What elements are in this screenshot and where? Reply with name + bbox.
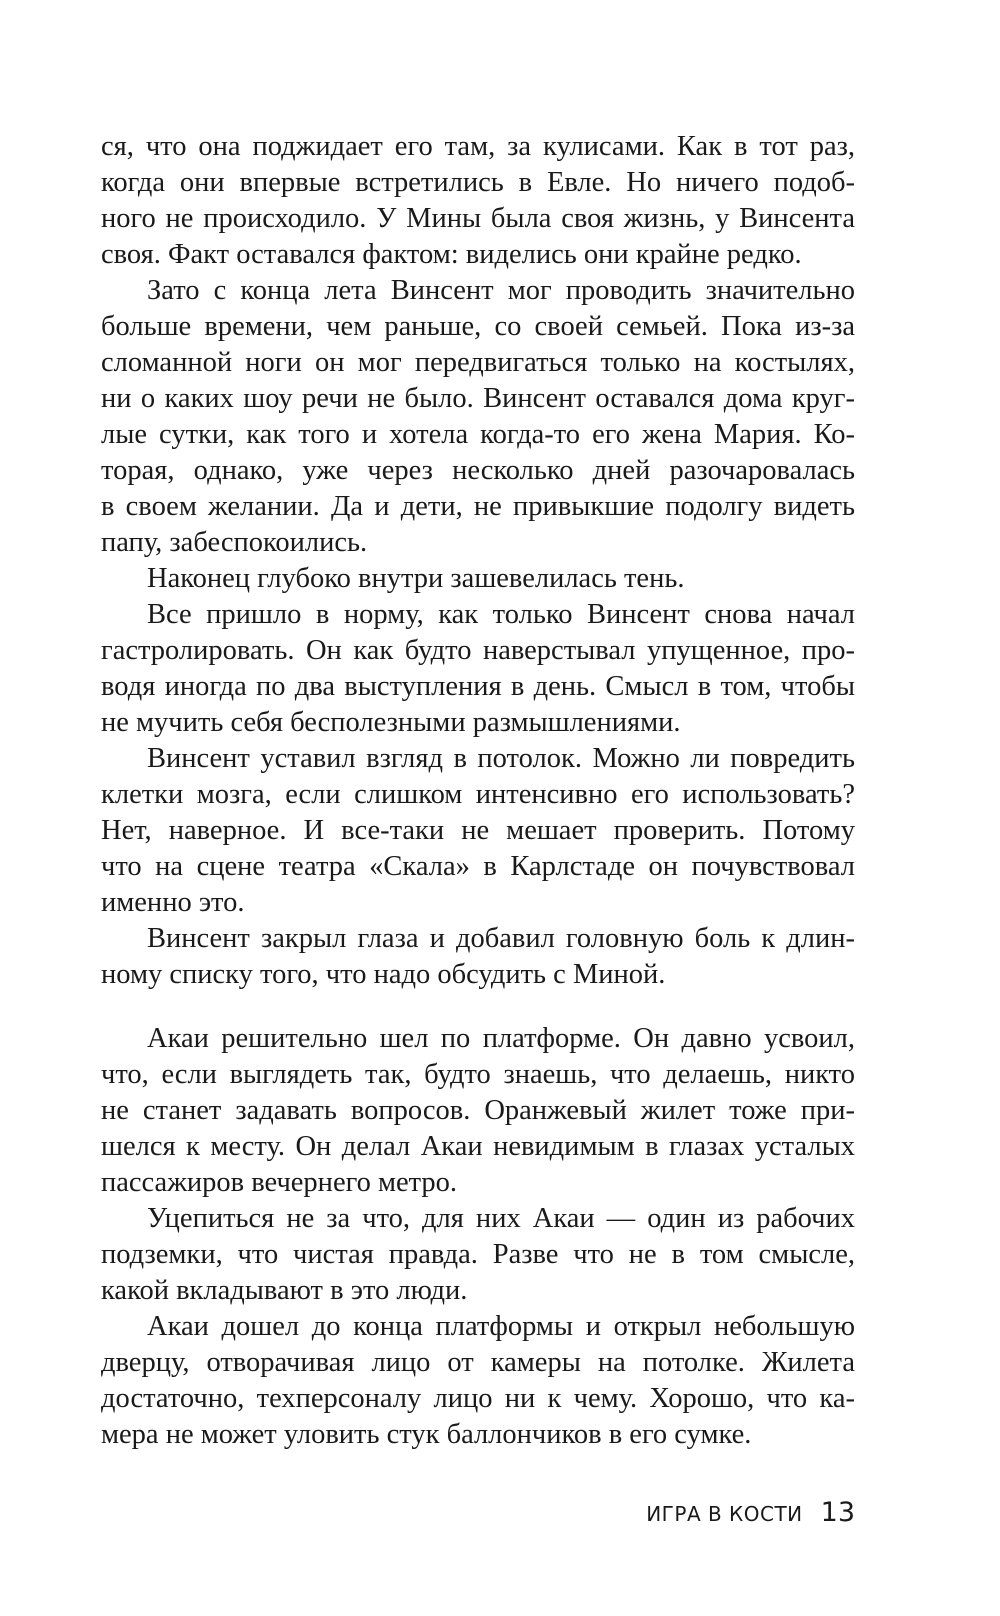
- section-akai: [101, 1021, 855, 1453]
- text-line: Уцепиться не за что, для них Акаи — один из рабочих: [147, 1203, 855, 1234]
- text-line: водя иногда по два выступления в день. Смысл в том, чтобы: [101, 671, 855, 702]
- text-line: ному списку того, что надо обсудить с Миной.: [101, 959, 666, 990]
- text-line: когда они впервые встретились в Евле. Но ничего подоб-: [101, 167, 855, 198]
- text-line: дверцу, отворачивая лицо от камеры на потолке. Жилета: [101, 1347, 855, 1378]
- text-line: какой вкладывают в это люди.: [101, 1275, 468, 1306]
- running-footer: [646, 1497, 855, 1537]
- text-line: ся, что она поджидает его там, за кулисами. Как в тот раз,: [101, 131, 855, 162]
- section-vincent: [101, 129, 855, 993]
- text-line: именно это.: [101, 887, 245, 918]
- text-line: папу, забеспокоились.: [101, 527, 368, 558]
- text-line: больше времени, чем раньше, со своей семьей. Пока из-за: [101, 311, 855, 342]
- text-line: подземки, что чистая правда. Разве что не в том смысле,: [101, 1239, 855, 1270]
- text-line: что на сцене театра «Скала» в Карлстаде он почувствовал: [101, 851, 855, 882]
- page-number: 13: [820, 1497, 855, 1528]
- text-line: Винсент закрыл глаза и добавил головную боль к длин-: [147, 923, 855, 954]
- text-line: Акаи решительно шел по платформе. Он давно усвоил,: [147, 1023, 855, 1054]
- running-title: ИГРА В КОСТИ: [646, 1502, 803, 1526]
- text-line: что, если выглядеть так, будто знаешь, что делаешь, никто: [101, 1059, 855, 1090]
- text-line: не мучить себя бесполезными размышлениями.: [101, 707, 681, 738]
- text-line: ни о каких шоу речи не было. Винсент оставался дома круг-: [101, 383, 855, 414]
- text-line: шелся к месту. Он делал Акаи невидимым в глазах усталых: [101, 1131, 855, 1162]
- text-line: торая, однако, уже через несколько дней разочаровалась: [101, 455, 855, 486]
- text-line: Нет, наверное. И все-таки не мешает проверить. Потому: [101, 815, 855, 846]
- text-line: мера не может уловить стук баллончиков в его сумке.: [101, 1419, 752, 1450]
- text-line: ного не происходило. У Мины была своя жизнь, у Винсента: [101, 203, 855, 234]
- text-line: достаточно, техперсоналу лицо ни к чему. Хорошо, что ка-: [101, 1383, 855, 1414]
- text-line: Все пришло в норму, как только Винсент снова начал: [147, 599, 855, 630]
- text-line: клетки мозга, если слишком интенсивно его использовать?: [101, 779, 855, 810]
- text-line: своя. Факт оставался фактом: виделись они крайне редко.: [101, 239, 802, 270]
- text-line: не станет задавать вопросов. Оранжевый жилет тоже при-: [101, 1095, 855, 1126]
- text-line: Зато с конца лета Винсент мог проводить значительно: [147, 275, 855, 306]
- text-line: пассажиров вечернего метро.: [101, 1167, 458, 1198]
- text-line: сломанной ноги он мог передвигаться только на костылях,: [101, 347, 855, 378]
- text-line: Наконец глубоко внутри зашевелилась тень.: [147, 563, 685, 594]
- text-line: гастролировать. Он как будто наверстывал упущенное, про-: [101, 635, 855, 666]
- text-line: в своем желании. Да и дети, не привыкшие подолгу видеть: [101, 491, 855, 522]
- text-line: лые сутки, как того и хотела когда-то его жена Мария. Ко-: [101, 419, 855, 450]
- text-line: Акаи дошел до конца платформы и открыл небольшую: [147, 1311, 855, 1342]
- text-line: Винсент уставил взгляд в потолок. Можно ли повредить: [147, 743, 855, 774]
